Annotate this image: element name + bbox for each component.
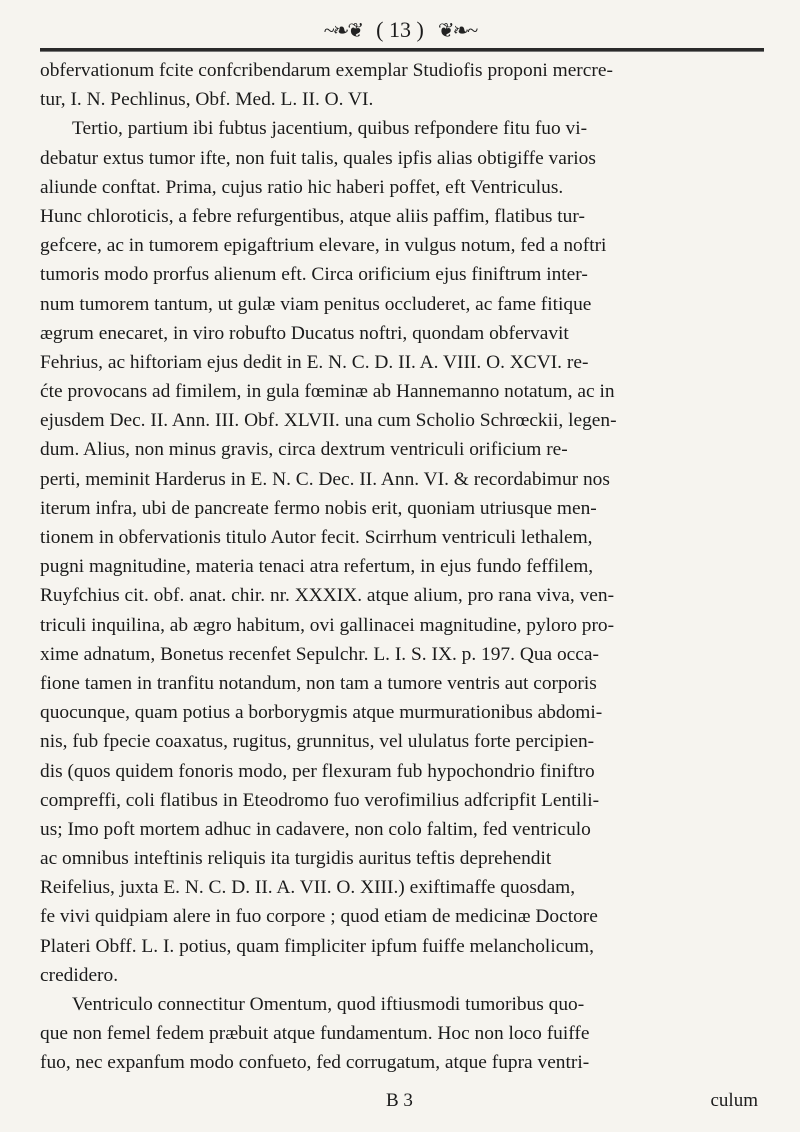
text-line: ac omnibus inteftinis reliquis ita turgidis auritus teftis deprehendit [40, 848, 552, 870]
text-line: debatur extus tumor ifte, non fuit talis, quales ipfis alias obtigiffe varios [40, 147, 596, 169]
left-ornament: ~❧❦ [323, 19, 363, 42]
text-line: us; Imo poft mortem adhuc in cadavere, non colo faltim, fed ventriculo [40, 818, 591, 840]
text-line: gefcere, ac in tumorem epigaftrium elevare, in vulgus notum, fed a noftri [40, 235, 607, 257]
text-line: Reifelius, juxta E. N. C. D. II. A. VII. O. XIII.) exiftimaffe quosdam, [40, 877, 576, 899]
text-line: ejusdem Dec. II. Ann. III. Obf. XLVII. una cum Scholio Schrœckii, legen- [40, 410, 617, 432]
text-line: aliunde conftat. Prima, cujus ratio hic haberi poffet, eft Ventriculus. [40, 176, 564, 198]
page-number: ( 13 ) [376, 17, 424, 42]
text-line: Tertio, partium ibi fubtus jacentium, quibus refpondere fitu fuo vi- [72, 118, 588, 140]
page-footer [40, 1090, 762, 1118]
text-line: credidero. [40, 964, 119, 986]
text-line: que non femel fedem præbuit atque fundamentum. Hoc non loco fuiffe [40, 1023, 590, 1045]
text-line: compreffi, coli flatibus in Eteodromo fuo verofimilius adfcripfit Lentili- [40, 789, 600, 811]
text-line: tionem in obfervationis titulo Autor fecit. Scirrhum ventriculi lethalem, [40, 527, 593, 548]
signature-mark: B 3 [386, 1090, 413, 1111]
text-line: Ventriculo connectitur Omentum, quod iftiusmodi tumoribus quo- [72, 994, 585, 1015]
text-line: dis (quos quidem fonoris modo, per flexuram fub hypochondrio finiftro [40, 760, 595, 782]
text-line: num tumorem tantum, ut gulæ viam penitus occluderet, ac fame fitique [40, 293, 592, 315]
text-line: Plateri Obff. L. I. potius, quam fimpliciter ipfum fuiffe melancholicum, [40, 935, 594, 957]
text-line: fione tamen in tranfitu notandum, non tam a tumore ventris aut corporis [40, 672, 597, 694]
text-line: Fehrius, ac hiftoriam ejus dedit in E. N. C. D. II. A. VIII. O. XCVI. re- [40, 351, 589, 373]
text-line: dum. Alius, non minus gravis, circa dextrum ventriculi orificium re- [40, 439, 568, 461]
text-line: pugni magnitudine, materia tenaci atra refertum, in ejus fundo feffilem, [40, 556, 594, 578]
header-rule [40, 48, 764, 52]
running-header [0, 10, 800, 50]
text-line: perti, meminit Harderus in E. N. C. Dec. II. Ann. VI. & recordabimur nos [40, 468, 610, 490]
right-ornament: ❦❧~ [437, 19, 477, 42]
text-line: fuo, nec expanfum modo confueto, fed corrugatum, atque fupra ventri- [40, 1052, 590, 1074]
text-line: triculi inquilina, ab ægro habitum, ovi gallinacei magnitudine, pyloro pro- [40, 614, 615, 636]
text-line: obfervationum fcite confcribendarum exemplar Studiofis proponi mercre- [40, 60, 613, 81]
body-text [40, 56, 762, 1078]
text-line: tur, I. N. Pechlinus, Obf. Med. L. II. O. VI. [40, 89, 374, 111]
text-line: xime adnatum, Bonetus recenfet Sepulchr. L. I. S. IX. p. 197. Qua occa- [40, 643, 599, 665]
text-line: Ruyfchius cit. obf. anat. chir. nr. XXXIX. atque alium, pro rana viva, ven- [40, 585, 615, 607]
catchword: culum [710, 1090, 758, 1111]
text-line: fe vivi quidpiam alere in fuo corpore ; quod etiam de medicinæ Doctore [40, 906, 598, 928]
text-line: tumoris modo prorfus alienum eft. Circa orificium ejus finiftrum inter- [40, 264, 588, 286]
text-line: nis, fub fpecie coaxatus, rugitus, grunnitus, vel ululatus forte percipien- [40, 731, 595, 753]
text-line: ægrum enecaret, in viro robufto Ducatus noftri, quondam obfervavit [40, 322, 569, 344]
text-line: quocunque, quam potius a borborygmis atque murmurationibus abdomi- [40, 702, 603, 724]
text-line: iterum infra, ubi de pancreate fermo nobis erit, quoniam utriusque men- [40, 497, 597, 519]
text-line: ćte provocans ad fimilem, in gula fœminæ ab Hannemanno notatum, ac in [40, 381, 615, 403]
text-line: Hunc chloroticis, a febre refurgentibus, atque aliis paffim, flatibus tur- [40, 205, 585, 227]
